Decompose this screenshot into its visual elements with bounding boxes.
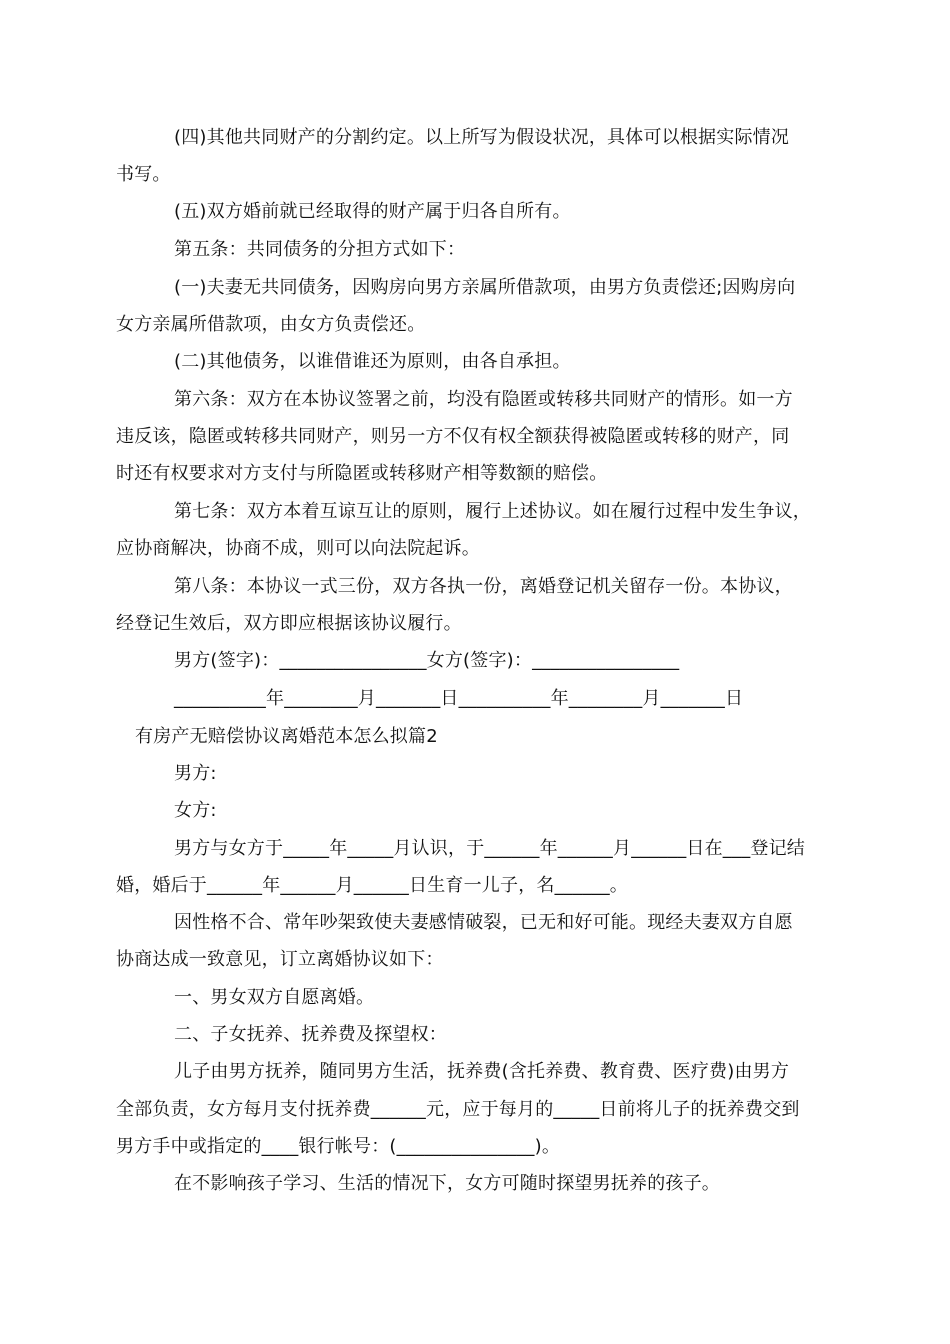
signature-line: 男方(签字)：________________女方(签字)：________________	[174, 650, 680, 671]
paragraph-line: (二)其他债务，以谁借谁还为原则，由各自承担。	[174, 351, 571, 372]
paragraph-line: 违反该，隐匿或转移共同财产，则另一方不仅有权全额获得被隐匿或转移的财产，同	[116, 426, 790, 447]
section-title: 有房产无赔偿协议离婚范本怎么拟篇2	[135, 726, 438, 747]
date-line: __________年________月_______日__________年________月_______日	[174, 688, 744, 709]
paragraph-line: 婚，婚后于______年______月______日生育一儿子，名______。	[116, 875, 628, 896]
paragraph-line: 男方手中或指定的____银行帐号：(_______________)。	[116, 1136, 561, 1157]
paragraph-line: 儿子由男方抚养，随同男方生活，抚养费(含托养费、教育费、医疗费)由男方	[174, 1061, 790, 1082]
paragraph-line: 经登记生效后，双方即应根据该协议履行。	[116, 613, 462, 634]
party-male-label: 男方:	[174, 763, 217, 784]
article-heading: 第五条：共同债务的分担方式如下：	[174, 239, 466, 260]
paragraph-line: 因性格不合、常年吵架致使夫妻感情破裂，已无和好可能。现经夫妻双方自愿	[174, 912, 793, 933]
paragraph-line: 应协商解决，协商不成，则可以向法院起诉。	[116, 538, 480, 559]
paragraph-line: (五)双方婚前就已经取得的财产属于归各自所有。	[174, 201, 571, 222]
paragraph-line: 第六条：双方在本协议签署之前，均没有隐匿或转移共同财产的情形。如一方	[174, 389, 793, 410]
paragraph-line: 男方与女方于_____年_____月认识，于______年______月______日在___登记结	[174, 838, 805, 859]
paragraph-line: 女方亲属所借款项，由女方负责偿还。	[116, 314, 426, 335]
paragraph-line: 第八条：本协议一式三份，双方各执一份，离婚登记机关留存一份。本协议，	[174, 576, 793, 597]
paragraph-line: 在不影响孩子学习、生活的情况下，女方可随时探望男抚养的孩子。	[174, 1173, 720, 1194]
paragraph-line: 协商达成一致意见，订立离婚协议如下：	[116, 949, 444, 970]
clause-heading: 一、男女双方自愿离婚。	[174, 987, 375, 1008]
paragraph-line: 书写。	[116, 164, 171, 185]
paragraph-line: (一)夫妻无共同债务，因购房向男方亲属所借款项，由男方负责偿还;因购房向	[174, 277, 796, 298]
party-female-label: 女方:	[174, 800, 217, 821]
paragraph-line: 第七条：双方本着互谅互让的原则，履行上述协议。如在履行过程中发生争议，	[174, 501, 811, 522]
paragraph-line: 时还有权要求对方支付与所隐匿或转移财产相等数额的赔偿。	[116, 463, 608, 484]
clause-heading: 二、子女抚养、抚养费及探望权：	[174, 1024, 447, 1045]
paragraph-line: 全部负责，女方每月支付抚养费______元，应于每月的_____日前将儿子的抚养费交到	[116, 1099, 800, 1120]
paragraph-line: (四)其他共同财产的分割约定。以上所写为假设状况，具体可以根据实际情况	[174, 127, 790, 148]
